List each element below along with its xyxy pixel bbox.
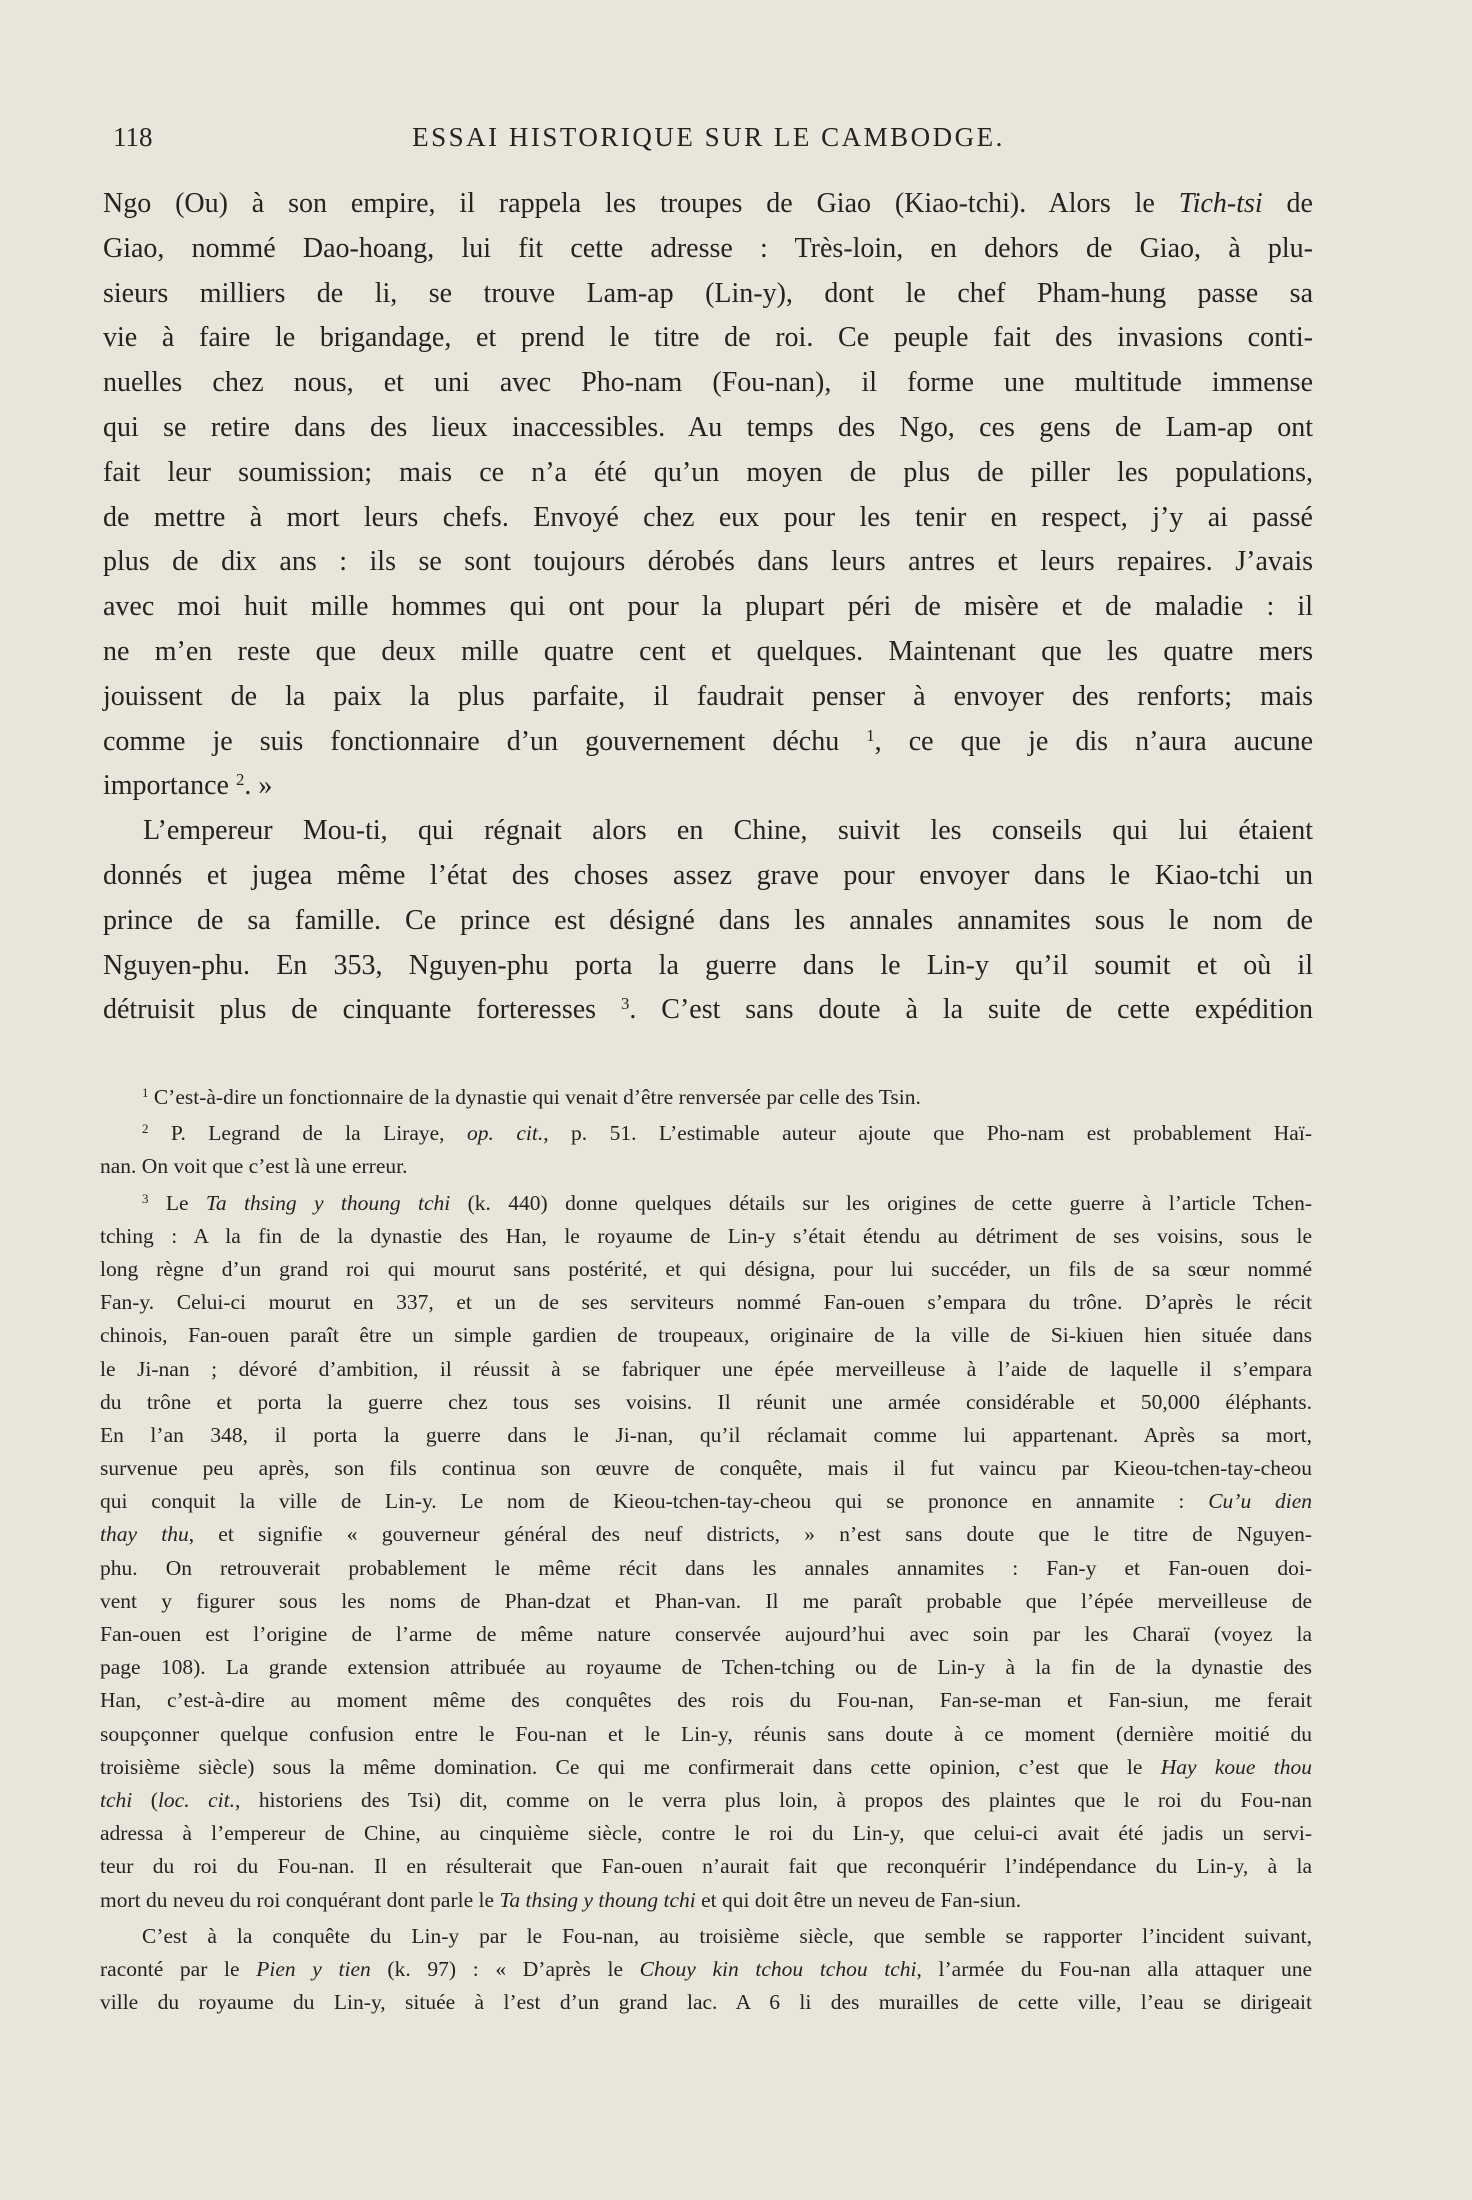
- text-run: tching : A la fin de la dynastie des Han, le royaume de Lin-y s’était étendu au détriment de ses voisins, sous le: [100, 1223, 1312, 1248]
- text-run: de mettre à mort leurs chefs. Envoyé chez eux pour les tenir en respect, j’y ai passé: [103, 501, 1313, 533]
- text-line: [100, 1319, 1312, 1352]
- italic-text: Tich-tsi: [1178, 188, 1263, 219]
- text-run: qui conquit la ville de Lin-y. Le nom de Kieou-tchen-tay-cheou qui se prononce en annamite :: [100, 1489, 1209, 1514]
- italic-text: Chouy kin tchou tchou tchi: [639, 1956, 917, 1981]
- text-run: comme je suis fonctionnaire d’un gouvernement déchu: [103, 725, 867, 757]
- text-line: [103, 854, 1313, 899]
- text-line: [103, 272, 1313, 317]
- footnote-marker: 3: [620, 994, 630, 1014]
- text-run: (k. 440) donne quelques détails sur les origines de cette guerre à l’article Tchen-: [450, 1190, 1312, 1215]
- text-line: [103, 540, 1313, 585]
- italic-text: Cu’u dien: [1208, 1489, 1312, 1514]
- text-line: [100, 1585, 1312, 1618]
- text-run: adressa à l’empereur de Chine, au cinquième siècle, contre le roi du Lin-y, que celui-ci avait été jadis un servi-: [100, 1821, 1312, 1846]
- text-line: [100, 1117, 1312, 1150]
- text-run: C’est à la conquête du Lin-y par le Fou-nan, au troisième siècle, que semble se rapporter l’incident suivant,: [142, 1923, 1312, 1948]
- main-text: [103, 182, 1313, 1033]
- text-run: Ngo (Ou) à son empire, il rappela les troupes de Giao (Kiao-tchi). Alors le: [103, 188, 1179, 219]
- text-line: [100, 1518, 1312, 1551]
- text-run: donnés et jugea même l’état des choses assez grave pour envoyer dans le Kiao-tchi un: [103, 859, 1313, 891]
- text-run: soupçonner quelque confusion entre le Fou-nan et le Lin-y, réunis sans doute à ce moment (dernière moitié du: [100, 1721, 1312, 1746]
- text-run: P. Legrand de la Liraye,: [148, 1121, 468, 1146]
- text-run: Han, c’est-à-dire au moment même des conquêtes des rois du Fou-nan, Fan-se-man et Fan-siun, me ferait: [100, 1688, 1312, 1713]
- text-run: (k. 97) : « D’après le: [370, 1956, 640, 1981]
- page-number: 118: [113, 122, 153, 152]
- footnote-marker: 1: [142, 1085, 149, 1100]
- text-run: chinois, Fan-ouen paraît être un simple gardien de troupeaux, originaire de la ville de Si-kiuen hien située dans: [100, 1323, 1312, 1348]
- text-run: plus de dix ans : ils se sont toujours dérobés dans leurs antres et leurs repaires. J’avais: [103, 546, 1313, 578]
- text-run: Le: [148, 1190, 206, 1215]
- italic-text: Ta thsing y thoung tchi: [499, 1887, 696, 1912]
- text-run: prince de sa famille. Ce prince est désigné dans les annales annamites sous le nom de: [103, 904, 1313, 936]
- text-run: . »: [244, 770, 273, 802]
- text-line: [103, 809, 1313, 854]
- text-run: long règne d’un grand roi qui mourut sans postérité, et qui désigna, pour lui succéder, un fils de sa sœur nommé: [100, 1256, 1312, 1281]
- footnote: [100, 1081, 1312, 1114]
- text-run: mort du neveu du roi conquérant dont parle le: [100, 1887, 500, 1912]
- text-line: [100, 1953, 1312, 1986]
- text-run: importance: [103, 770, 236, 802]
- text-line: [103, 406, 1313, 451]
- text-line: [103, 227, 1313, 272]
- text-run: détruisit plus de cinquante forteresses: [103, 994, 621, 1026]
- text-run: En l’an 348, il porta la guerre dans le Ji-nan, qu’il réclamait comme lui appartenant. Après sa mort,: [100, 1422, 1312, 1447]
- text-line: [100, 1353, 1312, 1386]
- text-run: teur du roi du Fou-nan. Il en résulterait que Fan-ouen n’aurait fait que reconquérir l’indépendance du Lin-y, à la: [100, 1854, 1312, 1879]
- text-line: [100, 1485, 1312, 1518]
- text-line: [100, 1220, 1312, 1253]
- text-run: . C’est sans doute à la suite de cette expédition: [629, 994, 1314, 1026]
- text-run: sieurs milliers de li, se trouve Lam-ap (Lin-y), dont le chef Pham-hung passe sa: [103, 277, 1313, 309]
- footnotes: [100, 1078, 1312, 2019]
- text-line: [103, 316, 1313, 361]
- text-line: [100, 1718, 1312, 1751]
- text-run: le Ji-nan ; dévoré d’ambition, il réussit à se fabriquer une épée merveilleuse à l’aide de laquelle il s’empara: [100, 1356, 1312, 1381]
- text-run: L’empereur Mou-ti, qui régnait alors en Chine, suivit les conseils qui lui étaient: [143, 815, 1313, 847]
- text-line: [100, 1920, 1312, 1953]
- text-line: [100, 1187, 1312, 1220]
- text-line: [100, 1150, 1312, 1183]
- text-run: Giao, nommé Dao-hoang, lui fit cette adresse : Très-loin, en dehors de Giao, à plu-: [103, 232, 1313, 264]
- footnote: [100, 1187, 1312, 1917]
- text-run: C’est-à-dire un fonctionnaire de la dynastie qui venait d’être renversée par celle des Tsin.: [148, 1085, 921, 1109]
- text-run: fait leur soumission; mais ce n’a été qu’un moyen de plus de piller les populations,: [103, 456, 1313, 488]
- paragraph: [103, 809, 1313, 1033]
- italic-text: tchi: [100, 1787, 133, 1812]
- text-run: nuelles chez nous, et uni avec Pho-nam (Fou-nan), il forme une multitude immense: [103, 367, 1313, 399]
- italic-text: op. cit.: [467, 1121, 544, 1146]
- text-line: [103, 585, 1313, 630]
- text-run: (: [132, 1787, 158, 1812]
- footnote-marker: 3: [142, 1191, 149, 1206]
- text-line: [100, 1684, 1312, 1717]
- text-line: [100, 1081, 1312, 1114]
- text-run: ville du royaume du Lin-y, située à l’est d’un grand lac. A 6 li des murailles de cette ville, l’eau se dirigeait: [100, 1990, 1312, 2015]
- text-line: [103, 361, 1313, 406]
- text-line: [103, 451, 1313, 496]
- text-run: vent y figurer sous les noms de Phan-dzat et Phan-van. Il me paraît probable que l’épée merveilleuse de: [100, 1588, 1312, 1613]
- text-run: survenue peu après, son fils continua son œuvre de conquête, mais il fut vaincu par Kieou-tchen-tay-cheou: [100, 1456, 1312, 1481]
- text-run: jouissent de la paix la plus parfaite, il faudrait penser à envoyer des renforts; mais: [103, 680, 1313, 712]
- text-run: , et signifie « gouverneur général des neuf districts, » n’est sans doute que le titre de Nguyen-: [188, 1522, 1312, 1547]
- text-run: nan. On voit que c’est là une erreur.: [100, 1154, 408, 1179]
- text-run: Fan-y. Celui-ci mourut en 337, et un de ses serviteurs nommé Fan-ouen s’empara du trône. D’après le récit: [100, 1290, 1312, 1315]
- italic-text: loc. cit.: [157, 1787, 235, 1812]
- text-line: [100, 1618, 1312, 1651]
- running-header: [105, 122, 1312, 162]
- text-line: [103, 899, 1313, 944]
- text-run: de: [1262, 188, 1313, 219]
- running-title: ESSAI HISTORIQUE SUR LE CAMBODGE.: [412, 122, 1005, 152]
- text-line: [103, 630, 1313, 675]
- text-run: ne m’en reste que deux mille quatre cent et quelques. Maintenant que les quatre mers: [103, 635, 1313, 667]
- text-line: [103, 764, 1313, 809]
- text-line: [100, 1452, 1312, 1485]
- text-run: , historiens des Tsi) dit, comme on le verra plus loin, à propos des plaintes que le roi du Fou-nan: [235, 1787, 1312, 1812]
- text-line: [100, 1651, 1312, 1684]
- text-run: page 108). La grande extension attribuée au royaume de Tchen-tching ou de Lin-y à la fin de la dynastie des: [100, 1655, 1312, 1680]
- text-line: [103, 720, 1313, 765]
- text-line: [100, 1884, 1312, 1917]
- text-line: [100, 1986, 1312, 2019]
- text-line: [103, 182, 1313, 227]
- italic-text: thay thu: [100, 1522, 189, 1547]
- italic-text: Hay koue thou: [1160, 1754, 1312, 1779]
- text-line: [100, 1784, 1312, 1817]
- text-run: et qui doit être un neveu de Fan-siun.: [695, 1887, 1022, 1912]
- text-run: Fan-ouen est l’origine de l’arme de même nature conservée aujourd’hui avec soin par les Charaï (voyez la: [100, 1622, 1312, 1646]
- text-run: raconté par le: [100, 1956, 257, 1981]
- text-line: [100, 1751, 1312, 1784]
- paragraph: [103, 182, 1313, 809]
- text-run: phu. On retrouverait probablement le même récit dans les annales annamites : Fan-y et Fan-ouen doi-: [100, 1555, 1312, 1580]
- text-line: [100, 1552, 1312, 1585]
- text-line: [100, 1850, 1312, 1883]
- text-line: [103, 675, 1313, 720]
- text-line: [100, 1253, 1312, 1286]
- text-run: avec moi huit mille hommes qui ont pour la plupart péri de misère et de maladie : il: [103, 591, 1313, 623]
- text-run: , l’armée du Fou-nan alla attaquer une: [916, 1956, 1312, 1981]
- text-run: , ce que je dis n’aura aucune: [874, 725, 1313, 757]
- text-run: du trône et porta la guerre chez tous ses voisins. Il réunit une armée considérable et 50,000 éléphants.: [100, 1389, 1312, 1414]
- text-run: qui se retire dans des lieux inaccessibles. Au temps des Ngo, ces gens de Lam-ap ont: [103, 411, 1313, 443]
- text-line: [100, 1817, 1312, 1850]
- text-line: [103, 496, 1313, 541]
- text-line: [103, 988, 1313, 1033]
- footnote: [100, 1117, 1312, 1183]
- footnote-marker: 1: [866, 725, 875, 745]
- text-run: Nguyen-phu. En 353, Nguyen-phu porta la guerre dans le Lin-y qu’il soumit et où il: [103, 949, 1313, 981]
- footnote-marker: 2: [142, 1122, 149, 1137]
- footnote: [100, 1920, 1312, 2020]
- text-line: [103, 944, 1313, 989]
- text-line: [100, 1386, 1312, 1419]
- text-line: [100, 1286, 1312, 1319]
- footnote-marker: 2: [235, 770, 245, 790]
- italic-text: Ta thsing y thoung tchi: [205, 1190, 451, 1215]
- text-run: troisième siècle) sous la même domination. Ce qui me confirmerait dans cette opinion, c’est que le: [100, 1754, 1161, 1779]
- text-run: vie à faire le brigandage, et prend le titre de roi. Ce peuple fait des invasions conti-: [103, 322, 1313, 354]
- text-line: [100, 1419, 1312, 1452]
- text-run: , p. 51. L’estimable auteur ajoute que Pho-nam est probablement Haï-: [543, 1121, 1312, 1146]
- italic-text: Pien y tien: [256, 1956, 371, 1981]
